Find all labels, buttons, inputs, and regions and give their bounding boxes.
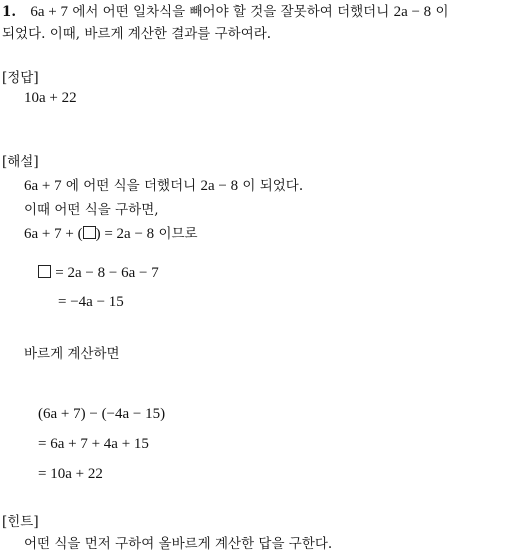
equation-2: = −4a − 15 [58,294,124,310]
equation-right: ) = 2a − 8 [95,226,155,242]
answer-value: 10a + 22 [24,90,77,106]
problem-line-2: 되었다. 이때, 바르게 계산한 결과를 구하여라. [2,26,272,42]
solution-expression-2: 2a − 8 [200,178,239,194]
equation-left: 6a + 7 + ( [24,226,83,242]
calc-line-1: (6a + 7) − (−4a − 15) [38,406,166,422]
hint-text: 어떤 식을 먼저 구하여 올바르게 계산한 답을 구한다. [24,536,333,552]
calc-line-2: = 6a + 7 + 4a + 15 [38,436,149,452]
problem-text: 에서 어떤 일차식을 빼어야 할 것을 잘못하여 더했더니 [72,4,390,20]
solution-text-2: 이 되었다. [242,178,304,194]
problem-line-1 [2,0,449,21]
problem-number: 1. [2,4,17,20]
solution-step-4: 바르게 계산하면 [24,346,120,362]
answer-heading: [정답] [2,70,39,86]
problem-text-tail: 이 [435,4,449,20]
solution-expression: 6a + 7 [24,178,62,194]
unknown-box-icon [83,226,96,239]
problem-expression: 6a + 7 [30,4,69,20]
equation-1 [38,265,159,282]
equation-1-rhs: = 2a − 8 − 6a − 7 [55,265,159,281]
unknown-box-icon [38,265,51,278]
solution-text-3: 이므로 [158,226,198,242]
problem-expression-2: 2a − 8 [393,4,432,20]
calc-line-3: = 10a + 22 [38,466,103,482]
solution-heading: [해설] [2,154,39,170]
solution-step-2: 이때 어떤 식을 구하면, [24,202,159,218]
hint-heading: [힌트] [2,514,39,530]
solution-step-1 [24,174,303,195]
solution-step-3 [24,222,198,243]
solution-text: 에 어떤 식을 더했더니 [65,178,197,194]
